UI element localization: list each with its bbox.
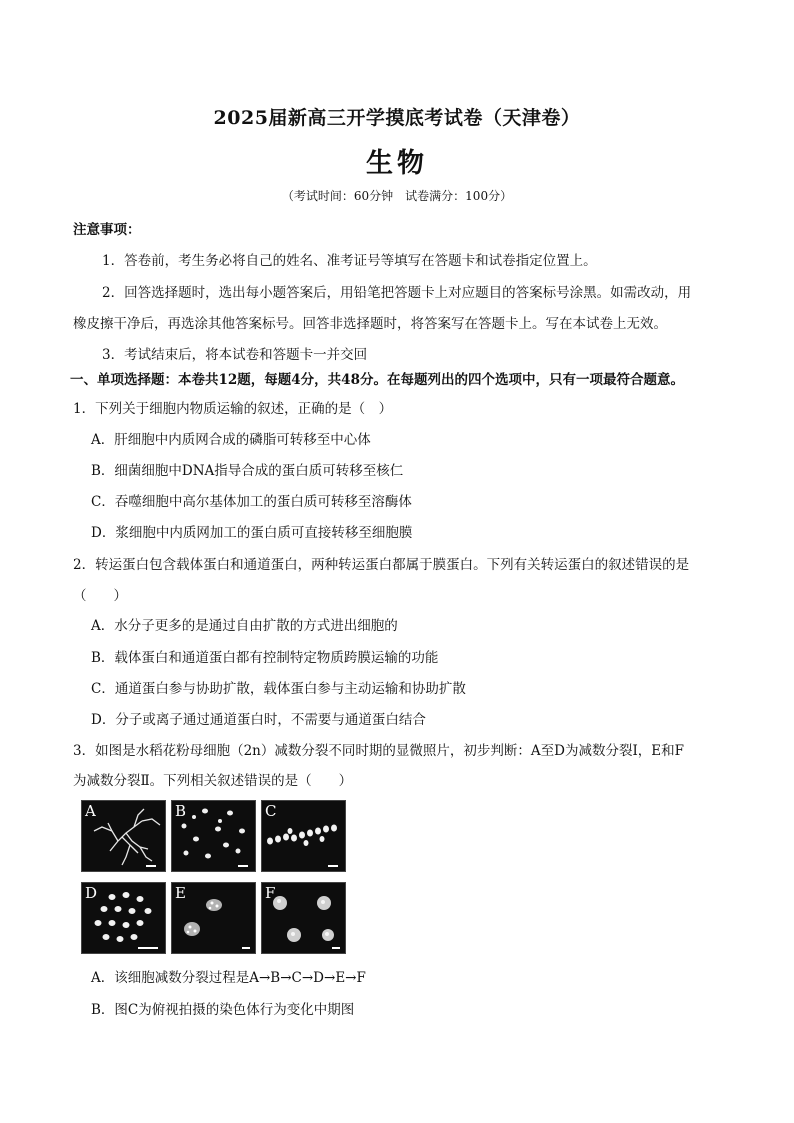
question-2-option-d: D．分子或离子通过通道蛋白时，不需要与通道蛋白结合 (91, 712, 426, 728)
scale-bar (242, 947, 250, 949)
notice-heading: 注意事项： (73, 222, 141, 238)
micrograph-panel-b (171, 800, 256, 872)
notice-item-3: 3．考试结束后，将本试卷和答题卡一并交回 (102, 347, 368, 363)
scale-bar (328, 865, 338, 867)
micrograph-panel-c (261, 800, 346, 872)
section-heading: 一、单项选择题：本卷共12题，每题4分，共48分。在每题列出的四个选项中，只有一项最符合题意。 (70, 372, 684, 388)
question-1-option-a: A．肝细胞中内质网合成的磷脂可转移至中心体 (91, 432, 371, 448)
panel-e-label: E (175, 884, 186, 902)
notice-item-1: 1．答卷前，考生务必将自己的姓名、准考证号等填写在答题卡和试卷指定位置上。 (102, 253, 597, 269)
panel-f-label: F (265, 884, 276, 902)
exam-title: 2025届新高三开学摸底考试卷（天津卷） (213, 107, 581, 129)
question-2-stem-line-1: 2．转运蛋白包含载体蛋白和通道蛋白，两种转运蛋白都属于膜蛋白。下列有关转运蛋白的叙述错误的是 (73, 557, 690, 573)
question-2-option-c: C．通道蛋白参与协助扩散，载体蛋白参与主动运输和协助扩散 (91, 681, 466, 697)
micrograph-panel-f (261, 882, 346, 954)
panel-a-label: A (85, 802, 96, 820)
question-1-option-d: D．浆细胞中内质网加工的蛋白质可直接转移至细胞膜 (91, 525, 413, 541)
question-1-stem: 1．下列关于细胞内物质运输的叙述，正确的是（ ） (73, 401, 393, 417)
question-2-option-b: B．载体蛋白和通道蛋白都有控制特定物质跨膜运输的功能 (91, 650, 439, 666)
question-3-stem-line-1: 3．如图是水稻花粉母细胞（2n）减数分裂不同时期的显微照片，初步判断：A至D为减数分裂Ⅰ，E和F (73, 743, 684, 759)
question-3-option-a: A．该细胞减数分裂过程是A→B→C→D→E→F (91, 970, 366, 986)
scale-bar (138, 947, 158, 949)
question-2-option-a: A．水分子更多的是通过自由扩散的方式进出细胞的 (91, 618, 398, 634)
question-1-option-b: B．细菌细胞中DNA指导合成的蛋白质可转移至核仁 (91, 463, 404, 479)
notice-item-2-line-1: 2．回答选择题时，选出每小题答案后，用铅笔把答题卡上对应题目的答案标号涂黑。如需改动，用 (102, 285, 692, 301)
question-3-option-b: B．图C为俯视拍摄的染色体行为变化中期图 (91, 1002, 355, 1018)
question-3-stem-line-2: 为减数分裂Ⅱ。下列相关叙述错误的是（ ） (73, 773, 353, 789)
panel-c-label: C (265, 802, 277, 820)
micrograph-panel-a (81, 800, 166, 872)
micrograph-panel-d (81, 882, 166, 954)
scale-bar (238, 865, 248, 867)
scale-bar (332, 947, 340, 949)
panel-d-label: D (85, 884, 98, 902)
subject-title: 生物 (366, 148, 428, 179)
micrograph-panel-e (171, 882, 256, 954)
exam-meta: （考试时间：60分钟 试卷满分：100分） (281, 189, 513, 203)
scale-bar (146, 865, 156, 867)
question-1-option-c: C．吞噬细胞中高尔基体加工的蛋白质可转移至溶酶体 (91, 494, 412, 510)
question-2-stem-line-2: （ ） (73, 588, 127, 604)
notice-item-2-line-2: 橡皮擦干净后，再选涂其他答案标号。回答非选择题时，将答案写在答题卡上。写在本试卷上无效。 (73, 316, 667, 332)
micrograph-figure (81, 800, 345, 952)
panel-b-label: B (175, 802, 187, 820)
